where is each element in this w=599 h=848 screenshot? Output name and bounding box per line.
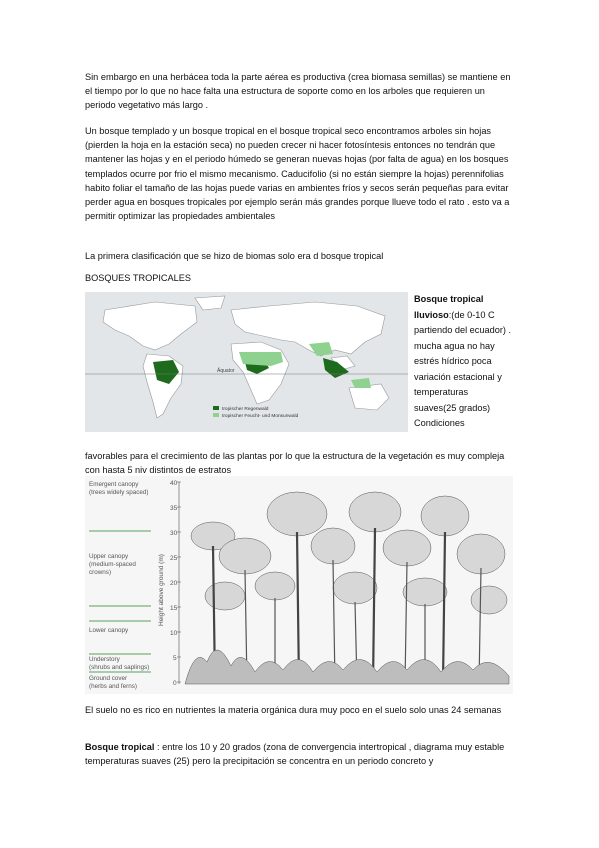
tick-10: 10 bbox=[170, 630, 178, 637]
equator-label: Äquator bbox=[217, 368, 235, 374]
legend-swatch-rainforest bbox=[213, 406, 219, 410]
layer-label-ground: Ground cover (herbs and ferns) bbox=[89, 675, 137, 690]
legend-label-monsoon: tropischer Feucht- und Monsunwald bbox=[222, 414, 299, 419]
layer-label-understory: Understory (shrubs and saplings) bbox=[89, 656, 150, 671]
legend-swatch-monsoon bbox=[213, 413, 219, 417]
tick-30: 30 bbox=[170, 530, 178, 537]
axis-ticks bbox=[170, 480, 178, 687]
legend-label-rainforest: tropischer Regenwald bbox=[222, 407, 269, 412]
paragraph-tropical-forest-bold: Bosque tropical bbox=[85, 742, 155, 752]
paragraph-tropical-forest-text: : entre los 10 y 20 grados (zona de convergencia intertropical , diagrama muy estable temperaturas suaves (25) pero la precipitación se concentra en un periodo concreto y bbox=[85, 742, 505, 767]
forest-strata-svg bbox=[85, 476, 513, 694]
paragraph-favorable: favorables para el crecimiento de las plantas por lo que la estructura de la vegetación es muy compleja con hasta 5 niv distintos de estratos bbox=[85, 451, 505, 476]
tick-0: 0 bbox=[173, 680, 177, 687]
axis-label: Height above ground (m) bbox=[158, 554, 165, 626]
paragraph-herbaceous: Sin embargo en una herbácea toda la parte aérea es productiva (crea biomasa semillas) se mantiene en el tiempo por lo que no hace falta una estructura de soporte como en los arboles que requieren un periodo vegetativo más largo . bbox=[85, 72, 511, 111]
layer-label-upper: Upper canopy (medium-spaced crowns) bbox=[89, 553, 136, 576]
side-description bbox=[414, 292, 513, 432]
forest-illustration bbox=[185, 492, 509, 684]
tick-40: 40 bbox=[170, 480, 178, 487]
world-map-svg bbox=[85, 292, 408, 432]
section-heading: BOSQUES TROPICALES bbox=[85, 273, 192, 283]
layer-label-lower: Lower canopy bbox=[89, 627, 129, 634]
tick-15: 15 bbox=[170, 605, 178, 612]
layer-label-emergent: Emergent canopy (trees widely spaced) bbox=[89, 481, 149, 496]
side-description-text: :(de 0-10 C partiendo del ecuador) . mucha agua no hay estrés hídrico poca variación estacional y temperaturas suaves(25 grados) Condiciones bbox=[414, 309, 512, 428]
paragraph-soil: El suelo no es rico en nutrientes la materia orgánica dura muy poco en el suelo solo unas 24 semanas bbox=[85, 705, 502, 715]
tick-20: 20 bbox=[170, 580, 178, 587]
paragraph-tropical-forest bbox=[85, 740, 513, 768]
side-description-bold: Bosque tropical lluvioso bbox=[414, 294, 484, 320]
tick-25: 25 bbox=[170, 555, 178, 562]
forest-strata-figure bbox=[85, 476, 513, 694]
paragraph-classification: La primera clasificación que se hizo de biomas solo era d bosque tropical bbox=[85, 251, 384, 261]
tick-5: 5 bbox=[173, 655, 177, 662]
world-map-figure bbox=[85, 292, 408, 432]
paragraph-forest-types: Un bosque templado y un bosque tropical en el bosque tropical seco encontramos arboles sin hojas (pierden la hoja en la estación seca) no pueden crecer ni hacer fotosíntesis entonces no tendrán que mantener las hojas y en el periodo húmedo se generan nuevas hojas (por falta de agua) en los bosques templados ocurre por frio el mismo mecanismo. Caducifolio (si no están siempre la hojas) perennifolias habito foliar el tamaño de las hojas puede varias en ambientes fríos y secos serán pequeñas para evitar perder agua en bosques tropicales por ejemplo serán más grandes porque llueve todo el rato . esto va a permitir optimizar las propiedades ambientales bbox=[85, 126, 510, 222]
tick-35: 35 bbox=[170, 505, 178, 512]
